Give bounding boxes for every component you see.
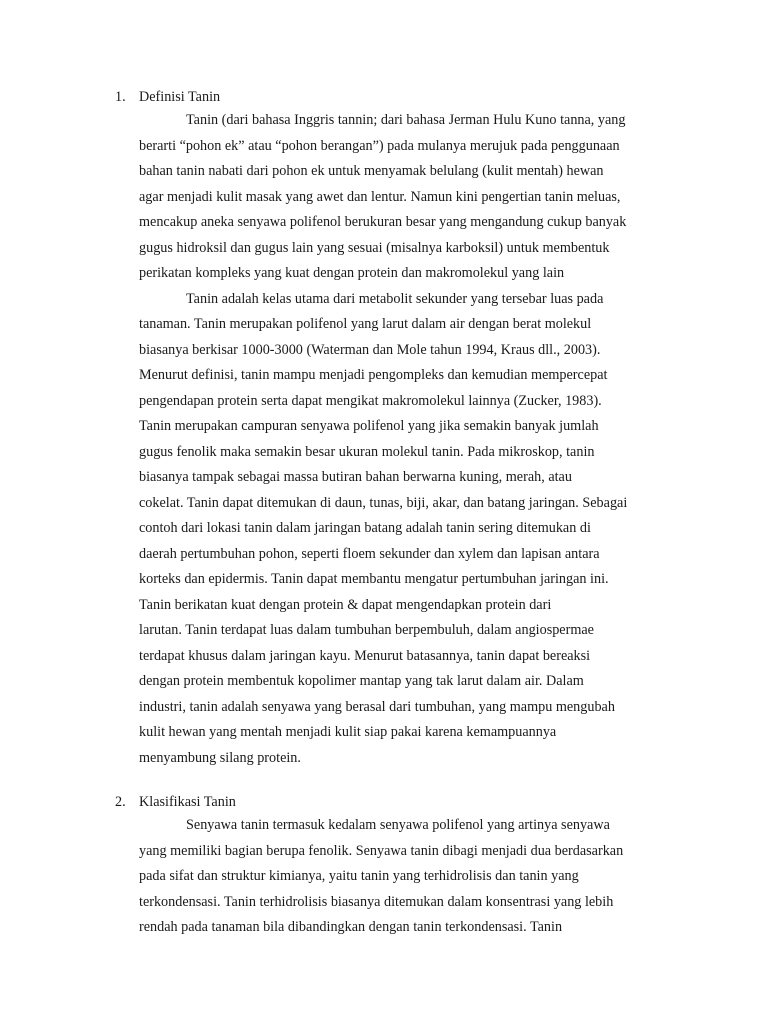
text-line: terkondensasi. Tanin terhidrolisis biasanya ditemukan dalam konsentrasi yang lebih	[139, 893, 614, 910]
text-line: tanaman. Tanin merupakan polifenol yang larut dalam air dengan berat molekul	[139, 316, 592, 332]
text-line: larutan. Tanin terdapat luas dalam tumbuhan berpembuluh, dalam angiospermae	[139, 622, 594, 638]
text-line: contoh dari lokasi tanin dalam jaringan batang adalah tanin sering ditemukan di	[139, 520, 591, 536]
text-line: industri, tanin adalah senyawa yang berasal dari tumbuhan, yang mampu mengubah	[139, 698, 615, 715]
section-number: 1.	[115, 89, 126, 105]
text-line: dengan protein membentuk kopolimer mantap yang tak larut dalam air. Dalam	[139, 673, 584, 689]
section-heading	[0, 791, 768, 813]
section-title: Klasifikasi Tanin	[139, 794, 236, 810]
text-line: Tanin berikatan kuat dengan protein & dapat mengendapkan protein dari	[139, 596, 552, 613]
text-line: terdapat khusus dalam jaringan kayu. Menurut batasannya, tanin dapat bereaksi	[139, 647, 591, 664]
text-line: gugus hidroksil dan gugus lain yang sesuai (misalnya karboksil) untuk membentuk	[139, 239, 610, 256]
text-line: pengendapan protein serta dapat mengikat makromolekul lainnya (Zucker, 1983).	[139, 392, 602, 409]
text-line: cokelat. Tanin dapat ditemukan di daun, tunas, biji, akar, dan batang jaringan. Sebagai	[139, 494, 628, 511]
section-definisi-tanin	[0, 86, 768, 771]
section-title: Definisi Tanin	[139, 89, 221, 105]
paragraph	[0, 287, 679, 772]
text-line: kulit hewan yang mentah menjadi kulit siap pakai karena kemampuannya	[139, 724, 557, 740]
text-line: pada sifat dan struktur kimianya, yaitu tanin yang terhidrolisis dan tanin yang	[139, 868, 579, 884]
text-line: Menurut definisi, tanin mampu menjadi pengompleks dan kemudian mempercepat	[139, 367, 608, 383]
text-line: biasanya berkisar 1000-3000 (Waterman dan Mole tahun 1994, Kraus dll., 2003).	[139, 341, 601, 358]
text-line: korteks dan epidermis. Tanin dapat membantu mengatur pertumbuhan jaringan ini.	[139, 571, 609, 587]
section-heading	[0, 86, 768, 108]
section-klasifikasi-tanin	[0, 791, 768, 941]
text-line: Tanin adalah kelas utama dari metabolit sekunder yang tersebar luas pada	[186, 290, 604, 307]
text-line: perikatan kompleks yang kuat dengan protein dan makromolekul yang lain	[139, 265, 565, 281]
text-line: mencakup aneka senyawa polifenol berukuran besar yang mengandung cukup banyak	[139, 214, 627, 230]
text-line: bahan tanin nabati dari pohon ek untuk menyamak belulang (kulit mentah) hewan	[139, 163, 604, 179]
text-line: menyambung silang protein.	[139, 749, 301, 766]
text-line: Senyawa tanin termasuk kedalam senyawa polifenol yang artinya senyawa	[186, 817, 610, 833]
text-line: biasanya tampak sebagai massa butiran bahan berwarna kuning, merah, atau	[139, 469, 572, 485]
text-line: berarti “pohon ek” atau “pohon berangan”) pada mulanya merujuk pada penggunaan	[139, 137, 620, 154]
section-number: 2.	[115, 794, 126, 810]
text-line: gugus fenolik maka semakin besar ukuran molekul tanin. Pada mikroskop, tanin	[139, 443, 595, 460]
text-line: rendah pada tanaman bila dibandingkan dengan tanin terkondensasi. Tanin	[139, 919, 563, 935]
paragraph	[0, 813, 679, 941]
paragraph	[0, 108, 679, 287]
text-line: yang memiliki bagian berupa fenolik. Senyawa tanin dibagi menjadi dua berdasarkan	[139, 842, 624, 859]
text-line: Tanin (dari bahasa Inggris tannin; dari bahasa Jerman Hulu Kuno tanna, yang	[186, 112, 626, 128]
text-line: agar menjadi kulit masak yang awet dan lentur. Namun kini pengertian tanin meluas,	[139, 188, 621, 205]
text-line: Tanin merupakan campuran senyawa polifenol yang jika semakin banyak jumlah	[139, 418, 599, 434]
text-line: daerah pertumbuhan pohon, seperti floem sekunder dan xylem dan lapisan antara	[139, 545, 600, 562]
